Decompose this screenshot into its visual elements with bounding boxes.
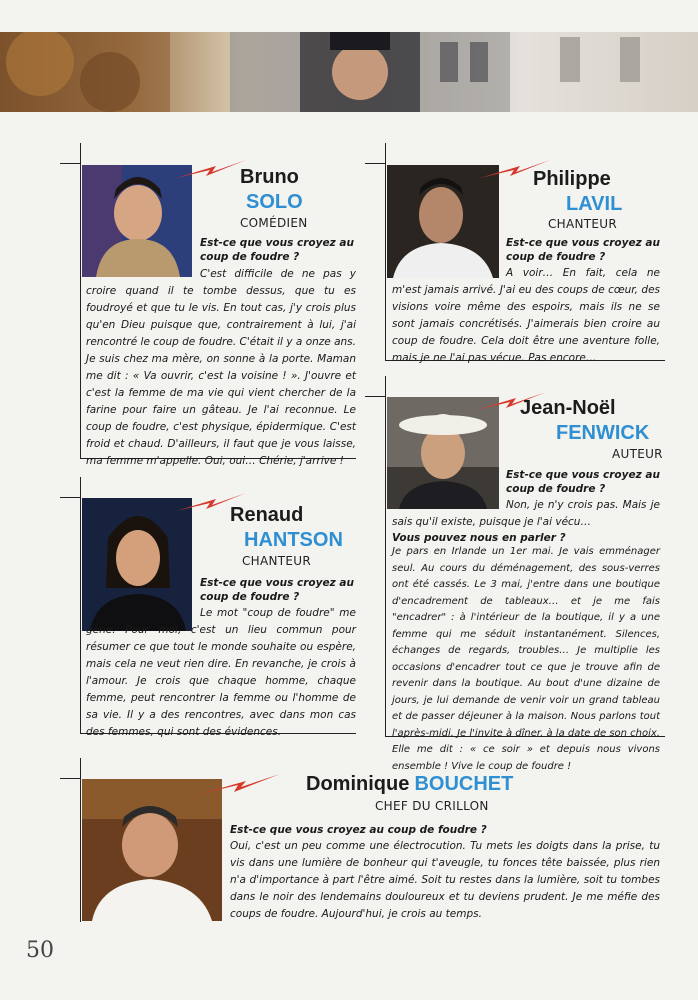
answer-text: A voir… En fait, cela ne m'est jamais arrivé. J'ai eu des coups de cœur, des visions voire même des espoirs, mais ils ne se sont jamais concrétisés. J'aimerais bien croire au coup de foudre. Cela doit être une aventure folle, mais je ne l'ai pas vécue. Pas encore… <box>392 267 660 364</box>
first-name: Renaud <box>230 504 304 526</box>
role-label: AUTEUR <box>612 447 663 461</box>
portrait-photo <box>82 165 192 277</box>
last-name: SOLO <box>246 191 303 213</box>
lightning-bolt-icon <box>176 158 246 180</box>
last-name: BOUCHET <box>414 773 514 795</box>
question-text: Est-ce que vous croyez au coup de foudre ? <box>200 577 354 603</box>
question-text: Est-ce que vous croyez au coup de foudre ? <box>506 469 660 495</box>
role-label: CHANTEUR <box>242 554 312 568</box>
lightning-bolt-icon <box>200 772 280 796</box>
last-name: LAVIL <box>566 193 623 215</box>
name-heading <box>306 773 513 796</box>
answer-text: C'est difficile de ne pas y croire quand il te tombe dessus, que tu es foudroyé et que tu le vis. En tout cas, j'y crois plus qu'en Dieu puisque que, contrairement à lui, j'ai rencontré le coup de foudre. C'était il y a onze ans. Je suis chez ma mère, on sonne à la porte. Maman me dit : « Va ouvrir, c'est la voisine ! ». J'ouvre et c'est la femme de ma vie qui vient chercher de la farine pour faire un gâteau. Je l'ai reconnue. Le coup de foudre, c'est physique, épidermique. C'est froid et chaud. D'ailleurs, il faut que je vous laisse, ma femme m'appelle. Oui, oui… Chérie, j'arrive ! <box>86 268 356 467</box>
last-name: HANTSON <box>244 529 343 551</box>
portrait-photo <box>82 779 222 921</box>
portrait-photo <box>387 165 499 278</box>
answer-text: Je pars en Irlande un 1er mai. Je vais emménager seul. Au cours du déménagement, des sous-verres ont été cassés. Le 3 mai, j'entre dans une boutique d'encadrement de tableaux… et je me fais "encadrer" : à l'intérieur de la boutique, il y a une femme qui me séduit instantanément. Silences, échanges de regards, troubles… Je multiplie les occasions d'encadrer tout ce que je trouve afin de revenir dans la boutique. Au bout d'une dizaine de jours, je lui demande de venir voir un grand tableau et de passer déjeuner à la maison. Nous parlons tout l'après-midi. Je l'invite à dîner, à la date de son choix. Elle me dit : « ce soir » et depuis nous vivons ensemble ! Vive le coup de foudre ! <box>392 546 660 772</box>
page-number: 50 <box>26 938 54 963</box>
header-photo-banner <box>0 32 698 112</box>
first-name: Jean-Noël <box>520 397 616 419</box>
question-text: Est-ce que vous croyez au coup de foudre ? <box>200 237 354 263</box>
answer-text: Le mot "coup de foudre" me gêne. Pour moi, c'est un lieu commun pour résumer ce que tout le monde souhaite ou espère, mais cela ne veut rien dire. En revanche, je crois à l'amour. Je crois que chaque homme, chaque femme, peut rencontrer la femme ou l'homme de sa vie. Il y a des rencontres, avec dans mon cas des femmes, qui sont des évidences. <box>86 607 356 738</box>
first-name: Philippe <box>533 168 611 190</box>
role-label: CHEF DU CRILLON <box>375 799 489 813</box>
portrait-photo <box>387 397 499 509</box>
question-text: Vous pouvez nous en parler ? <box>392 532 566 544</box>
first-name: Dominique <box>306 773 410 795</box>
role-label: CHANTEUR <box>548 217 618 231</box>
question-text: Est-ce que vous croyez au coup de foudre ? <box>230 824 487 836</box>
role-label: COMÉDIEN <box>240 216 308 230</box>
question-text: Est-ce que vous croyez au coup de foudre ? <box>506 237 660 263</box>
answer-text: Oui, c'est un peu comme une électrocution. Tu mets les doigts dans la prise, tu vis dans une lumière de bonheur qui t'aveugle, tu fonces tête baissée, plus rien n'a d'importance à part l'être aimé. Soit tu restes dans la lumière, soit tu tombes dans le noir des lendemains douloureux et tu deviens prudent. Je me méfie des coups de foudre. Aujourd'hui, je crois au temps. <box>230 840 660 920</box>
answer-text: Non, je n'y crois pas. Mais je sais qu'il existe, puisque je l'ai vécu… <box>392 499 660 528</box>
last-name: FENWICK <box>556 422 650 444</box>
first-name: Bruno <box>240 166 299 188</box>
